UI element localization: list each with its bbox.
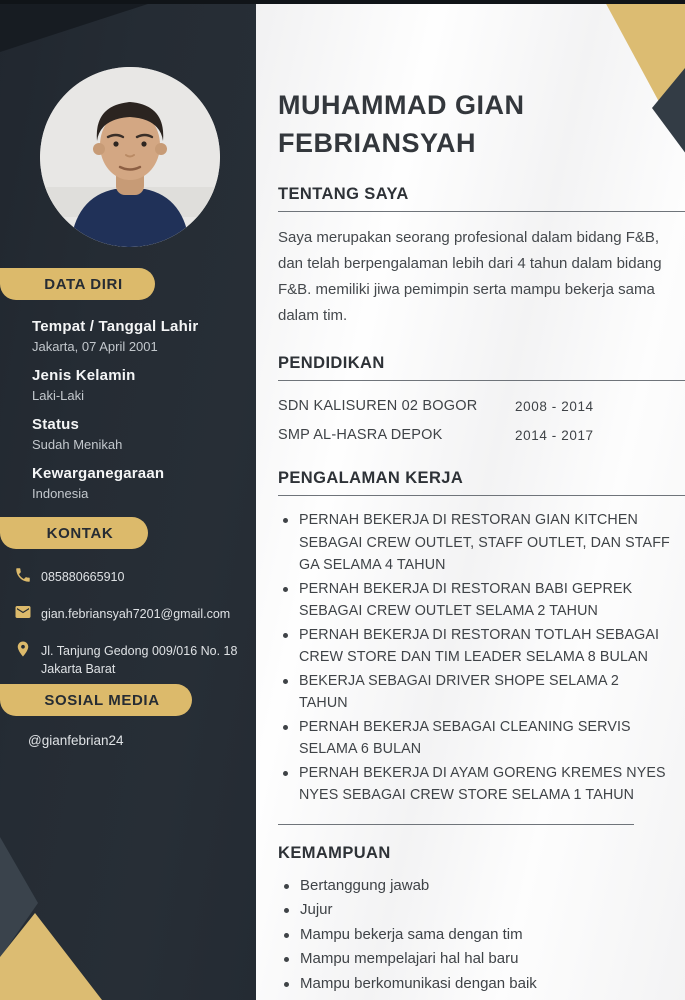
data-diri-fields — [32, 318, 237, 514]
experience-item: PERNAH BEKERJA DI RESTORAN TOTLAH SEBAGAI CREW STORE DAN TIM LEADER SELAMA 8 BULAN — [278, 624, 671, 669]
kontak-badge-label: KONTAK — [46, 524, 114, 542]
field-birth-label: Tempat / Tanggal Lahir — [32, 318, 199, 335]
social-media-handle: @gianfebrian24 — [28, 733, 124, 748]
skill-item: Mampu berkomunikasi dengan baik — [278, 972, 671, 997]
profile-photo — [40, 67, 220, 247]
field-birth-value: Jakarta, 07 April 2001 — [32, 339, 158, 354]
education-years: 2014 - 2017 — [515, 428, 594, 443]
field-nationality-value: Indonesia — [32, 486, 89, 501]
field-status-value: Sudah Menikah — [32, 437, 123, 452]
kontak-item-address — [14, 640, 249, 678]
envelope-icon — [14, 603, 32, 621]
skill-item: Mampu bekerja sama dengan tim — [278, 923, 671, 948]
skill-item: Jujur — [278, 898, 671, 923]
experience-item: PERNAH BEKERJA DI AYAM GORENG KREMES NYES NYES SEBAGAI CREW STORE SELAMA 1 TAHUN — [278, 762, 671, 807]
kontak-item-email — [14, 603, 249, 623]
sidebar — [0, 0, 256, 1000]
tentang-saya-rule — [278, 211, 685, 212]
field-birth — [32, 318, 237, 354]
field-gender-value: Laki-Laki — [32, 388, 85, 403]
location-pin-icon — [14, 640, 32, 658]
phone-number — [41, 566, 124, 586]
pendidikan-rule — [278, 380, 685, 381]
kemampuan-header: KEMAMPUAN — [278, 843, 391, 862]
education-row — [278, 398, 671, 414]
phone-icon — [14, 566, 32, 584]
pengalaman-kerja-rule — [278, 495, 685, 496]
main-content — [256, 0, 685, 1000]
email-address — [41, 603, 230, 623]
experience-item: PERNAH BEKERJA DI RESTORAN GIAN KITCHEN SEBAGAI CREW OUTLET, STAFF OUTLET, DAN STAFF GA SELAMA 4 TAHUN — [278, 509, 671, 577]
field-nationality-label: Kewarganegaraan — [32, 465, 165, 482]
skills-list — [278, 874, 671, 997]
data-diri-badge — [0, 268, 155, 300]
field-gender — [32, 367, 237, 403]
skill-item: Bertanggung jawab — [278, 874, 671, 899]
person-name-line2: FEBRIANSYAH — [278, 128, 477, 158]
education-school: SMP AL-HASRA DEPOK — [278, 427, 443, 443]
field-status — [32, 416, 237, 452]
pendidikan-header: PENDIDIKAN — [278, 354, 385, 372]
sosial-media-badge — [0, 684, 192, 716]
section-kemampuan — [278, 844, 671, 997]
address-line-1: Jl. Tanjung Gedong 009/016 No. 18 — [41, 644, 238, 659]
education-years: 2008 - 2014 — [515, 399, 594, 414]
email-address-text: gian.febriansyah7201@gmail.com — [41, 607, 231, 622]
field-gender-label: Jenis Kelamin — [32, 367, 136, 384]
top-border-strip — [0, 0, 685, 4]
kontak-list — [14, 566, 249, 696]
section-tentang-saya — [278, 185, 671, 329]
section-pendidikan — [278, 354, 671, 443]
profile-photo-graphic — [40, 67, 220, 247]
sosial-media-badge-label: SOSIAL MEDIA — [44, 691, 160, 709]
experience-item: PERNAH BEKERJA SEBAGAI CLEANING SERVIS SELAMA 6 BULAN — [278, 716, 671, 761]
experience-item: BEKERJA SEBAGAI DRIVER SHOPE SELAMA 2 TAHUN — [278, 670, 671, 715]
field-nationality — [32, 465, 237, 501]
experience-list — [278, 509, 671, 807]
address — [41, 640, 237, 678]
kemampuan-top-divider — [278, 824, 634, 825]
person-name — [278, 86, 671, 162]
kontak-badge — [0, 517, 148, 549]
phone-number-text: 085880665910 — [41, 570, 125, 584]
address-line-2: Jakarta Barat — [41, 662, 116, 677]
tentang-saya-header: TENTANG SAYA — [278, 185, 409, 203]
pengalaman-kerja-header: PENGALAMAN KERJA — [278, 469, 464, 487]
field-status-label: Status — [32, 416, 80, 433]
education-rows — [278, 398, 671, 443]
person-name-line1: MUHAMMAD GIAN — [278, 90, 525, 120]
section-pengalaman-kerja — [278, 469, 671, 807]
education-school: SDN KALISUREN 02 BOGOR — [278, 398, 478, 414]
education-row — [278, 427, 671, 443]
tentang-saya-body: Saya merupakan seorang profesional dalam bidang F&B, dan telah berpengalaman lebih dari 4 tahun dalam bidang F&B. memiliki jiwa pemimpin serta mampu bekerja sama dalam tim. — [278, 229, 662, 324]
experience-item: PERNAH BEKERJA DI RESTORAN BABI GEPREK SEBAGAI CREW OUTLET SELAMA 2 TAHUN — [278, 578, 671, 623]
kontak-item-phone — [14, 566, 249, 586]
skill-item: Mampu mempelajari hal hal baru — [278, 947, 671, 972]
data-diri-badge-label: DATA DIRI — [44, 275, 123, 293]
